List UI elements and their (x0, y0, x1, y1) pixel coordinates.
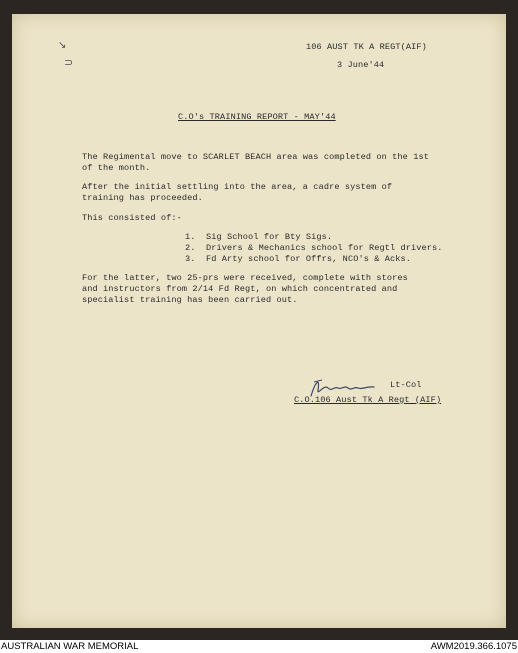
footer-accession-number: AWM2019.366.1075 (430, 641, 517, 652)
list-item-text: Drivers & Mechanics school for Regtl drivers. (206, 243, 443, 253)
footer-institution: AUSTRALIAN WAR MEMORIAL (1, 641, 139, 652)
paragraph-2-line-2: training has proceeded. (82, 193, 203, 203)
list-intro: This consisted of:- (82, 213, 182, 223)
signature-title: C.O.106 Aust Tk A Regt (AIF) (294, 395, 442, 405)
paragraph-3-line-1: For the latter, two 25-prs were received, complete with stores (82, 273, 408, 283)
list-item-number: 3. (185, 254, 196, 264)
list-item-number: 2. (185, 243, 196, 253)
list-item-text: Fd Arty school for Offrs, NCO's & Acks. (206, 254, 412, 264)
paragraph-3-line-2: and instructors from 2/14 Fd Regt, on which concentrated and (82, 284, 398, 294)
signature-rank: Lt-Col (390, 380, 422, 390)
punch-hole-mark-bottom: ⊃ (64, 56, 74, 69)
paragraph-1-line-1: The Regimental move to SCARLET BEACH area was completed on the 1st (82, 152, 429, 162)
list-item-number: 1. (185, 232, 196, 242)
document-date: 3 June'44 (337, 60, 385, 70)
paragraph-3-line-3: specialist training has been carried out. (82, 295, 298, 305)
unit-header: 106 AUST TK A REGT(AIF) (306, 42, 427, 52)
paragraph-2-line-1: After the initial settling into the area, a cadre system of (82, 182, 393, 192)
list-item-text: Sig School for Bty Sigs. (206, 232, 333, 242)
paragraph-1-line-2: of the month. (82, 163, 151, 173)
punch-hole-mark-top: ↘ (58, 40, 67, 51)
document-page (12, 14, 506, 628)
document-title: C.O's TRAINING REPORT - MAY'44 (178, 112, 336, 122)
